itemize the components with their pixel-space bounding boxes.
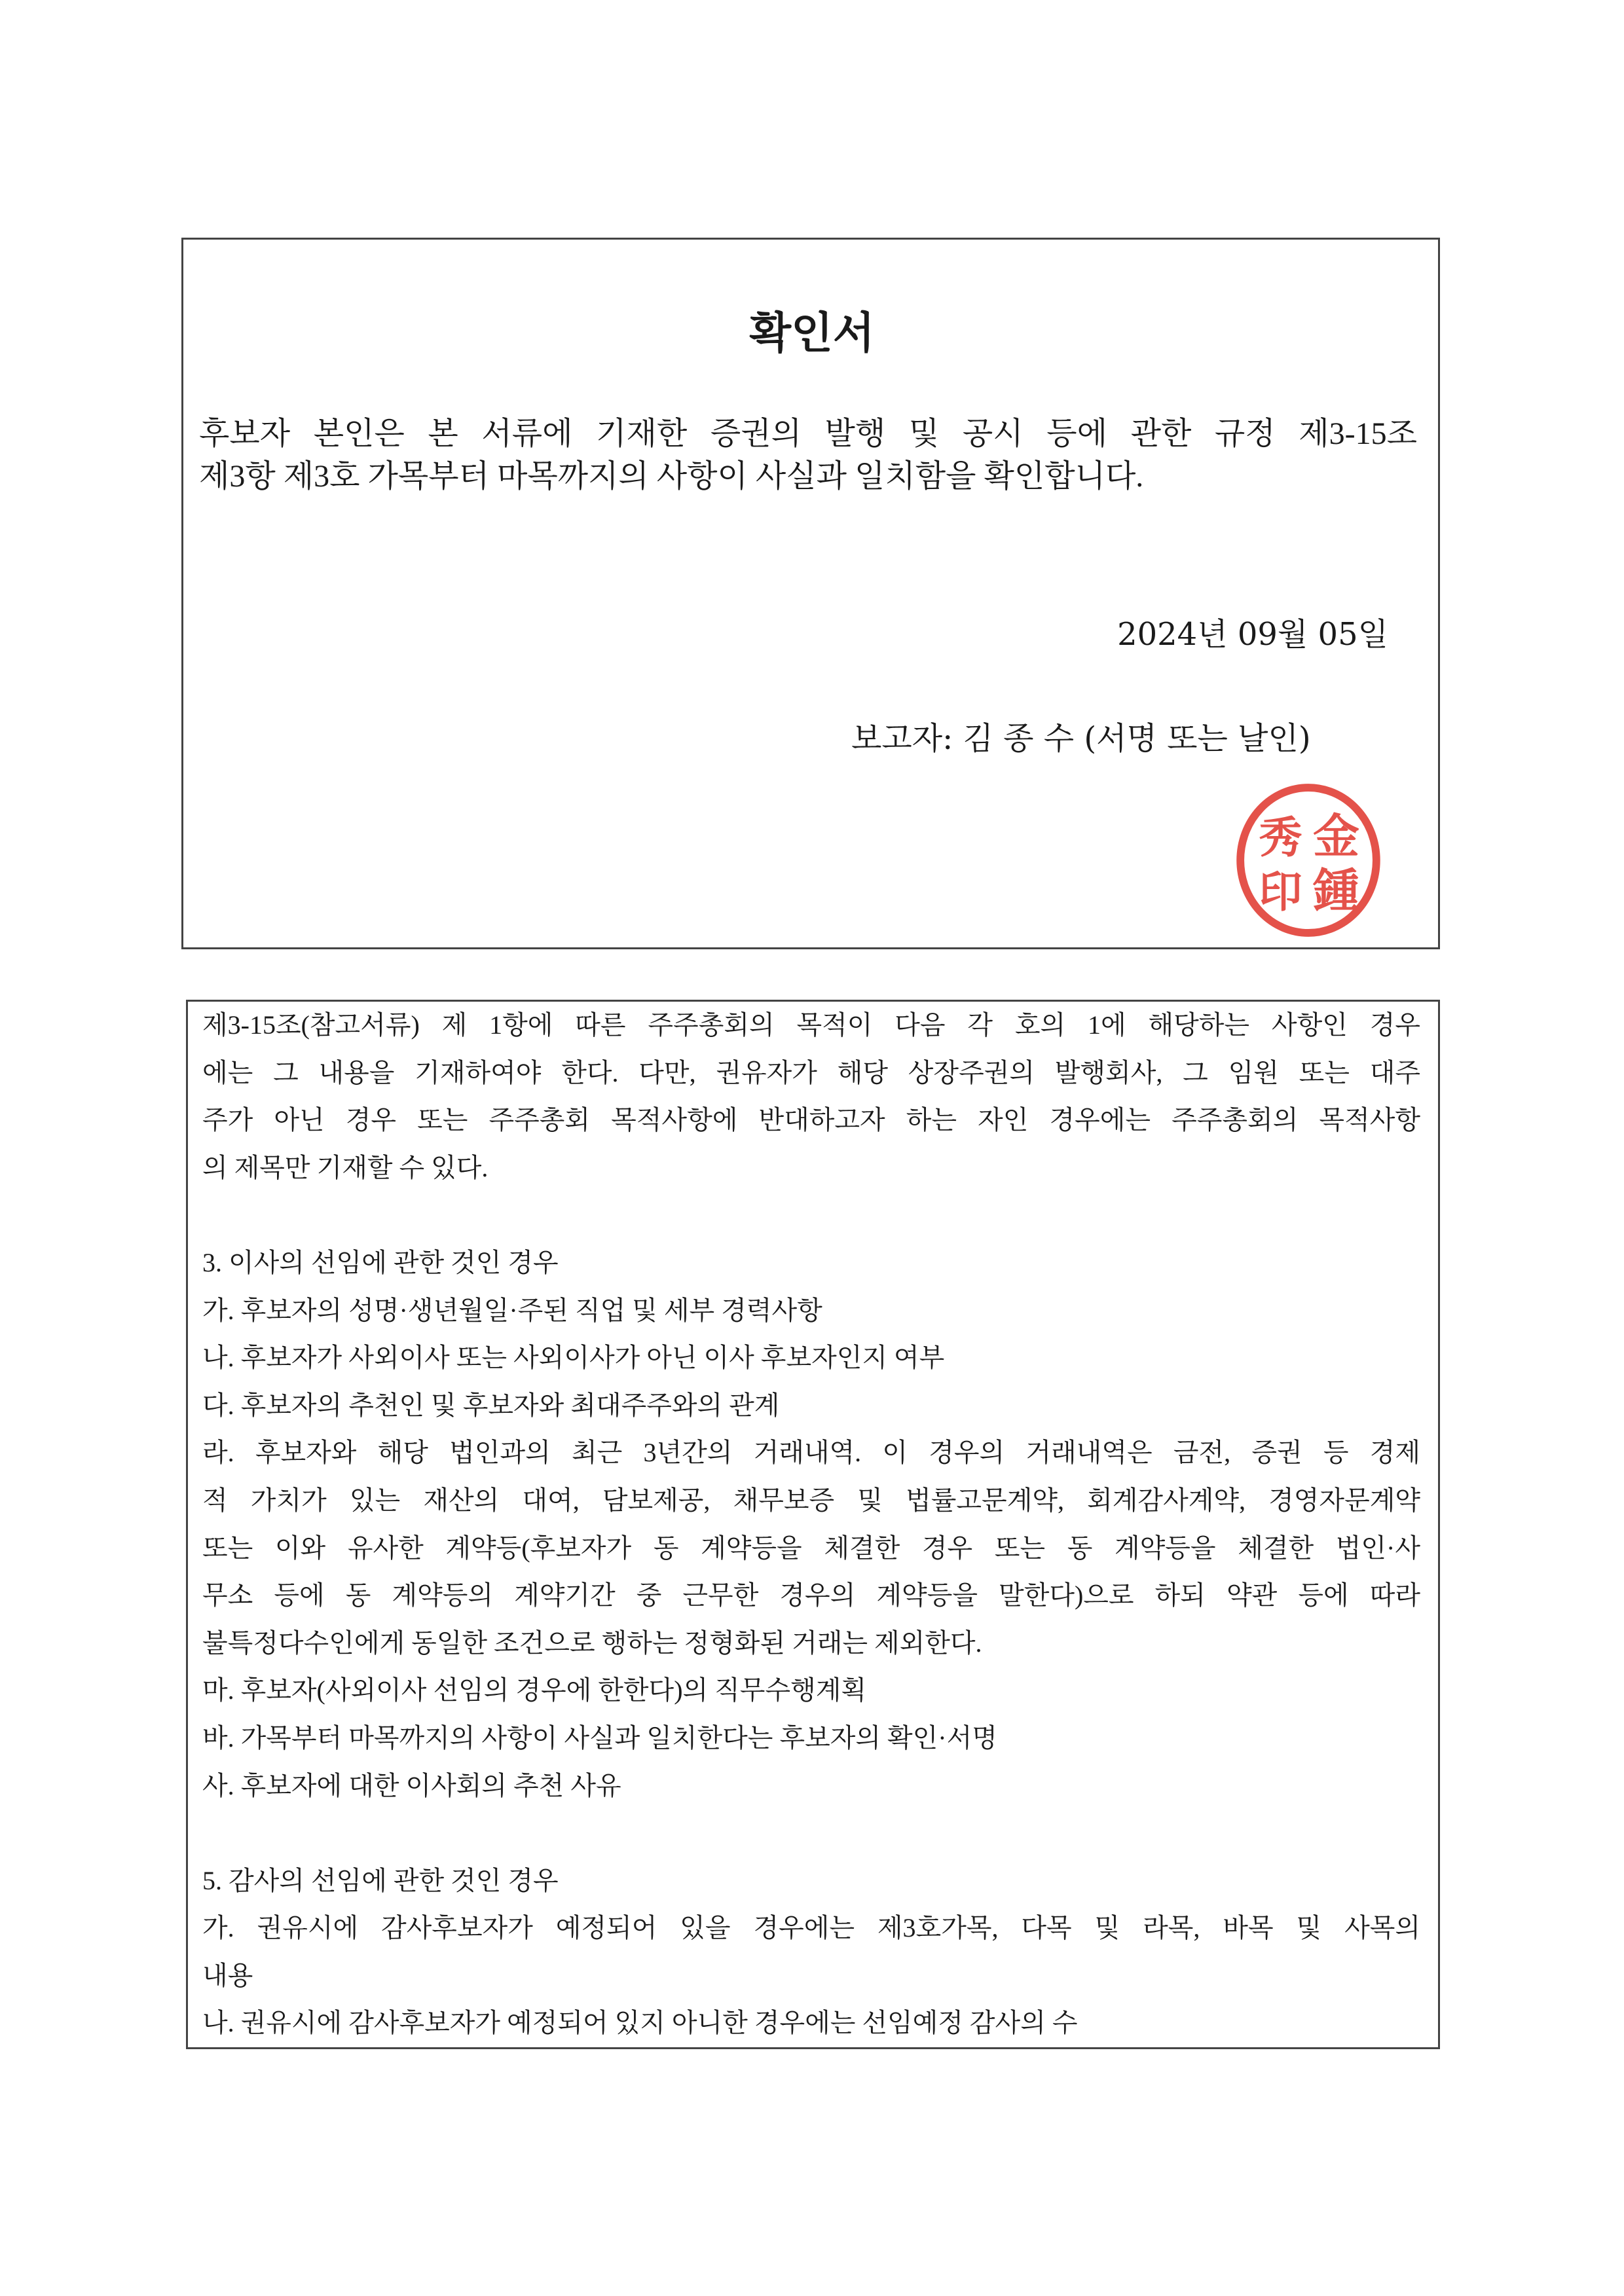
regulation-line: 다. 후보자의 추천인 및 후보자와 최대주주와의 관계 [202,1390,780,1420]
regulation-line: 나. 권유시에 감사후보자가 예정되어 있지 아니한 경우에는 선임예정 감사의 수 [202,2008,1078,2038]
regulation-line: 라. 후보자와 해당 법인과의 최근 3년간의 거래내역. 이 경우의 거래내역은 금전, 증권 등 경제 [202,1438,1420,1468]
confirmation-date: 2024년 09월 05일 [1117,616,1388,653]
seal-stamp-icon [1231,783,1386,938]
regulation-line: 주가 아닌 경우 또는 주주총회 목적사항에 반대하고자 하는 자인 경우에는 주주총회의 목적사항 [202,1105,1420,1135]
document-title: 확인서 [749,308,875,358]
regulation-line: 가. 후보자의 성명·생년월일·주된 직업 및 세부 경력사항 [202,1295,822,1325]
regulation-line: 마. 후보자(사외이사 선임의 경우에 한한다)의 직무수행계획 [202,1675,866,1705]
regulation-line: 가. 권유시에 감사후보자가 예정되어 있을 경우에는 제3호가목, 다목 및 라목, 바목 및 사목의 [202,1913,1420,1943]
regulation-line: 의 제목만 기재할 수 있다. [202,1152,489,1182]
svg-text:印: 印 [1259,866,1302,917]
regulation-text [202,1002,1420,2047]
regulation-line [202,1810,1420,1857]
regulation-line: 에는 그 내용을 기재하여야 한다. 다만, 권유자가 해당 상장주권의 발행회사, 그 임원 또는 대주 [202,1057,1420,1087]
regulation-line: 내용 [202,1960,253,1990]
confirmation-line-1: 후보자 본인은 본 서류에 기재한 증권의 발행 및 공시 등에 관한 규정 제3-15조 [199,416,1417,451]
regulation-line: 또는 이와 유사한 계약등(후보자가 동 계약등을 체결한 경우 또는 동 계약등을 체결한 법인·사 [202,1533,1420,1563]
regulation-line [202,1192,1420,1239]
regulation-line: 사. 후보자에 대한 이사회의 추천 사유 [202,1770,621,1800]
confirmation-line-2: 제3항 제3호 가목부터 마목까지의 사항이 사실과 일치함을 확인합니다. [199,459,1144,494]
regulation-line: 무소 등에 동 계약등의 계약기간 중 근무한 경우의 계약등을 말한다)으로 하되 약관 등에 따라 [202,1580,1420,1611]
svg-text:鍾: 鍾 [1313,863,1359,918]
regulation-line: 5. 감사의 선임에 관한 것인 경우 [202,1865,559,1895]
regulation-line: 제3-15조(참고서류) 제 1항에 따른 주주총회의 목적이 다음 각 호의 1에 해당하는 사항인 경우 [202,1010,1420,1040]
svg-text:金: 金 [1313,809,1359,864]
regulation-line: 불특정다수인에게 동일한 조건으로 행하는 정형화된 거래는 제외한다. [202,1628,982,1658]
regulation-line: 바. 가목부터 마목까지의 사항이 사실과 일치한다는 후보자의 확인·서명 [202,1722,997,1753]
reporter-signature-line: 보고자: 김 종 수 (서명 또는 날인) [851,720,1311,757]
regulation-line: 3. 이사의 선임에 관한 것인 경우 [202,1247,559,1277]
regulation-line: 나. 후보자가 사외이사 또는 사외이사가 아닌 이사 후보자인지 여부 [202,1343,945,1373]
regulation-line: 적 가치가 있는 재산의 대여, 담보제공, 채무보증 및 법률고문계약, 회계감사계약, 경영자문계약 [202,1485,1420,1515]
svg-text:秀: 秀 [1259,812,1302,864]
